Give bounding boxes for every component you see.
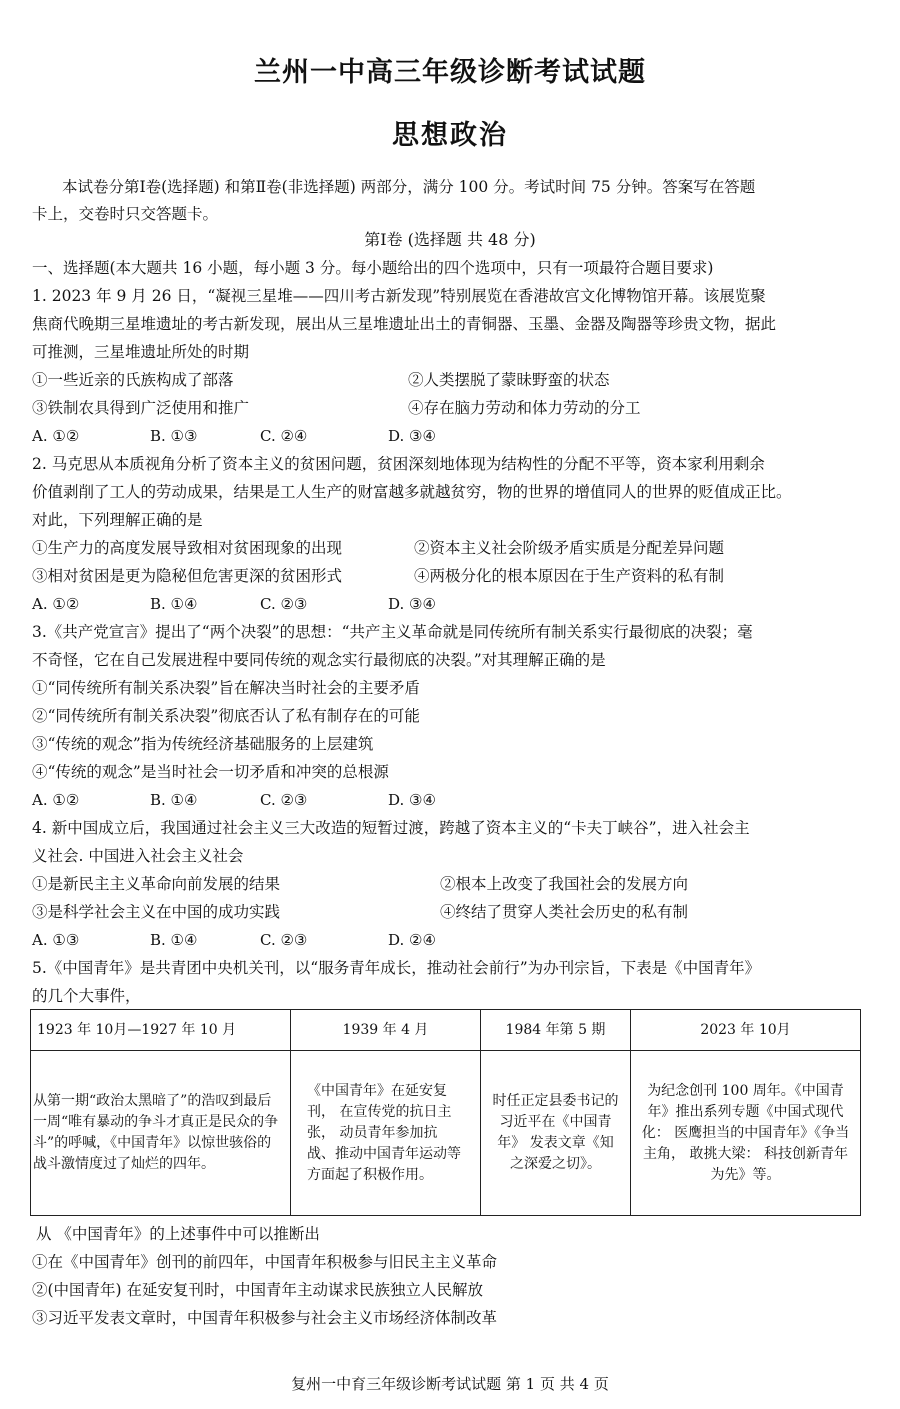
q4-answer-a: A. ①③ bbox=[32, 931, 80, 949]
q1-answer-c: C. ②④ bbox=[260, 427, 308, 445]
q5-option-3: ③习近平发表文章时，中国青年积极参与社会主义市场经济体制改革 bbox=[32, 1309, 498, 1327]
q2-stem-line: 2. 马克思从本质视角分析了资本主义的贫困问题，贫困深刻地体现为结构性的分配不平等，资本家利用剩余 bbox=[32, 455, 765, 473]
q1-option-1: ①一些近亲的氏族构成了部落 bbox=[32, 371, 234, 389]
q3-option-3: ③“传统的观念”指为传统经济基础服务的上层建筑 bbox=[32, 735, 374, 753]
q1-option-4: ④存在脑力劳动和体力劳动的分工 bbox=[408, 399, 641, 417]
q2-option-1: ①生产力的高度发展导致相对贫困现象的出现 bbox=[32, 539, 343, 557]
q4-answer-d: D. ②④ bbox=[388, 931, 436, 949]
table-cell: 从第一期“政治太黑暗了”的浩叹到最后一周“唯有暴动的争斗才真正是民众的争斗”的呼喊，《中国青年》以惊世骇俗的战斗激情度过了灿烂的四年。 bbox=[31, 1051, 291, 1216]
q2-option-4: ④两极分化的根本原因在于生产资料的私有制 bbox=[414, 567, 725, 585]
q2-option-3: ③相对贫困是更为隐秘但危害更深的贫困形式 bbox=[32, 567, 343, 585]
q2-answer-c: C. ②③ bbox=[260, 595, 308, 613]
table-cell: 为纪念创刊 100 周年。《中国青年》推出系列专题《中国式现代化： 医鹰担当的中国青年》《争当主角， 敢挑大梁： 科技创新青年为先》等。 bbox=[631, 1051, 861, 1216]
q2-option-2: ②资本主义社会阶级矛盾实质是分配差异问题 bbox=[414, 539, 725, 557]
q3-answer-c: C. ②③ bbox=[260, 791, 308, 809]
q4-stem-line: 4. 新中国成立后，我国通过社会主义三大改造的短暂过渡，跨越了资本主义的“卡夫丁峡谷”，进入社会主 bbox=[32, 819, 750, 837]
events-table-header-row bbox=[31, 1010, 861, 1051]
q2-answer-b: B. ①④ bbox=[150, 595, 198, 613]
table-cell: 时任正定县委书记的习近平在《中国青年》 发表文章《知之深爱之切》。 bbox=[481, 1051, 631, 1216]
events-table bbox=[30, 1009, 861, 1216]
q4-stem-line: 义社会. 中国进入社会主义社会 bbox=[32, 847, 244, 865]
q4-option-1: ①是新民主主义革命向前发展的结果 bbox=[32, 875, 281, 893]
q5-stem-line: 5.《中国青年》是共青团中央机关刊，以“服务青年成长，推动社会前行”为办刊宗旨，下表是《中国青年》 bbox=[32, 959, 761, 977]
q3-answer-a: A. ①② bbox=[32, 791, 80, 809]
q2-answer-a: A. ①② bbox=[32, 595, 80, 613]
q2-stem-line: 对此，下列理解正确的是 bbox=[32, 511, 203, 529]
part1-heading: 第Ⅰ卷 (选择题 共 48 分) bbox=[364, 230, 536, 249]
q3-option-1: ①“同传统所有制关系决裂”旨在解决当时社会的主要矛盾 bbox=[32, 679, 420, 697]
q1-answer-d: D. ③④ bbox=[388, 427, 436, 445]
q4-option-4: ④终结了贯穿人类社会历史的私有制 bbox=[440, 903, 689, 921]
q4-answer-c: C. ②③ bbox=[260, 931, 308, 949]
q2-answer-d: D. ③④ bbox=[388, 595, 436, 613]
exam-title: 兰州一中高三年级诊断考试试题 bbox=[254, 57, 646, 88]
q3-stem-line: 3.《共产党宣言》提出了“两个决裂”的思想：“共产主义革命就是同传统所有制关系实行最彻底的决裂；毫 bbox=[32, 623, 753, 641]
q1-answer-b: B. ①③ bbox=[150, 427, 198, 445]
q5-option-2: ②(中国青年) 在延安复刊时，中国青年主动谋求民族独立人民解放 bbox=[32, 1281, 484, 1299]
section-instruction: 一、选择题(本大题共 16 小题，每小题 3 分。每小题给出的四个选项中，只有一项最符合题目要求) bbox=[32, 259, 714, 277]
table-header-cell: 1984 年第 5 期 bbox=[481, 1010, 631, 1051]
q5-option-1: ①在《中国青年》创刊的前四年，中国青年积极参与旧民主主义革命 bbox=[32, 1253, 498, 1271]
q4-answer-b: B. ①④ bbox=[150, 931, 198, 949]
q4-option-2: ②根本上改变了我国社会的发展方向 bbox=[440, 875, 689, 893]
q1-option-2: ②人类摆脱了蒙昧野蛮的状态 bbox=[408, 371, 610, 389]
q3-option-4: ④“传统的观念”是当时社会一切矛盾和冲突的总根源 bbox=[32, 763, 389, 781]
subject-title: 思想政治 bbox=[392, 120, 508, 151]
q1-stem-line: 1. 2023 年 9 月 26 日，“凝视三星堆——四川考古新发现”特别展览在香港故宫文化博物馆开幕。该展览聚 bbox=[32, 287, 766, 305]
q1-stem-line: 焦商代晚期三星堆遗址的考古新发现，展出从三星堆遗址出土的青铜器、玉墨、金器及陶器等珍贵文物，据此 bbox=[32, 315, 777, 333]
table-header-cell: 1939 年 4 月 bbox=[291, 1010, 481, 1051]
q5-question-stem: 从 《中国青年》的上述事件中可以推断出 bbox=[36, 1225, 320, 1243]
q3-answer-b: B. ①④ bbox=[150, 791, 198, 809]
q5-stem-line: 的几个大事件， bbox=[32, 987, 141, 1005]
intro-line: 本试卷分第Ⅰ卷(选择题) 和第Ⅱ卷(非选择题) 两部分，满分 100 分。考试时间 75 分钟。答案写在答题 bbox=[62, 178, 756, 196]
q3-stem-line: 不奇怪，它在自己发展进程中要同传统的观念实行最彻底的决裂。”对其理解正确的是 bbox=[32, 651, 606, 669]
table-cell: 《中国青年》在延安复刊， 在宣传党的抗日主张， 动员青年参加抗战、推动中国青年运动等方面起了积极作用。 bbox=[291, 1051, 481, 1216]
table-header-cell: 1923 年 10月—1927 年 10 月 bbox=[31, 1010, 291, 1051]
q1-option-3: ③铁制农具得到广泛使用和推广 bbox=[32, 399, 250, 417]
q3-option-2: ②“同传统所有制关系决裂”彻底否认了私有制存在的可能 bbox=[32, 707, 420, 725]
q4-option-3: ③是科学社会主义在中国的成功实践 bbox=[32, 903, 281, 921]
q1-answer-a: A. ①② bbox=[32, 427, 80, 445]
q2-stem-line: 价值剥削了工人的劳动成果，结果是工人生产的财富越多就越贫穷，物的世界的增值同人的世界的贬值成正比。 bbox=[32, 483, 792, 501]
page-footer: 复州一中育三年级诊断考试试题 第 1 页 共 4 页 bbox=[291, 1375, 609, 1393]
events-table-row bbox=[31, 1051, 861, 1216]
table-header-cell: 2023 年 10月 bbox=[631, 1010, 861, 1051]
q3-answer-d: D. ③④ bbox=[388, 791, 436, 809]
intro-line: 卡上，交卷时只交答题卡。 bbox=[32, 205, 219, 223]
q1-stem-line: 可推测，三星堆遗址所处的时期 bbox=[32, 343, 250, 361]
